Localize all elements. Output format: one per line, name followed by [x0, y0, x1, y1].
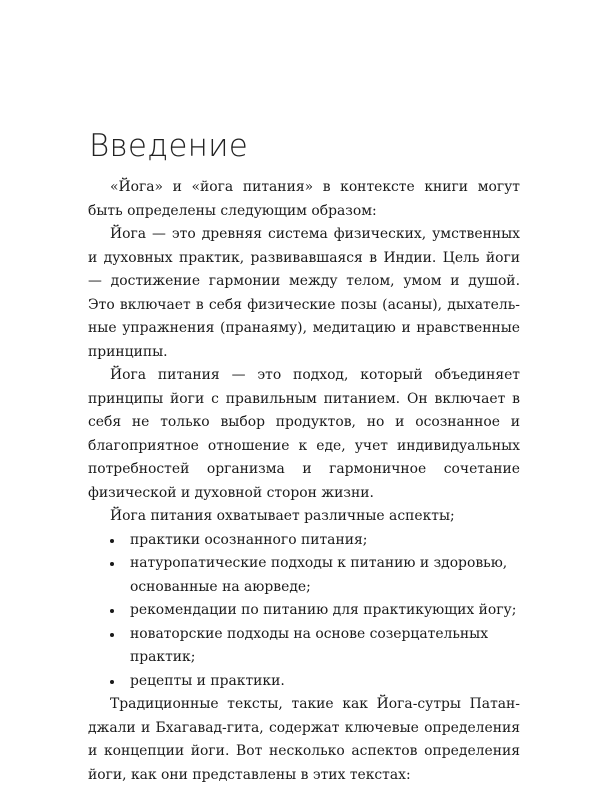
list-item — [88, 552, 520, 599]
list-item-text: рекомендации по питанию для практикующих йогу; — [130, 602, 517, 618]
aspects-lead-paragraph: Йога питания охватывает различные аспекты; — [110, 508, 455, 524]
intro-paragraph: «Йога» и «йога питания» в контексте книги могут быть определены следующим образом: — [88, 179, 520, 219]
list-item-text: практики осознанного питания; — [130, 531, 368, 548]
list-item — [88, 529, 520, 553]
nutrition-yoga-paragraph: Йога питания — это подход, который объединяет принципы йоги с правильным питанием. Он включает в себя не только выбор продуктов, но и осознанное и благоприятное отношение к еде, учет индивидуальных потребностей организма и гармоничное сочетание физической и духовной сторон жизни. — [88, 367, 520, 501]
list-item — [88, 599, 520, 623]
yoga-definition-paragraph: Йога — это древняя система физических, умственных и духовных практик, развивавшаяся в Индии. Цель йоги — достижение гармонии между телом, умом и душой. Это включает в себя физические позы (асаны), дыхательные упражнения (пранаяму), медитацию и нравственные принципы. — [88, 226, 520, 360]
list-item — [88, 623, 520, 670]
list-item — [88, 670, 520, 694]
list-item-text: новаторские подходы на основе созерцательных практик; — [130, 625, 489, 665]
chapter-heading: Введение — [89, 128, 248, 164]
aspects-list — [88, 529, 520, 694]
list-item-text: натуропатические подходы к питанию и здоровью, основанные на аюрведе; — [130, 555, 508, 595]
traditional-texts-paragraph: Традиционные тексты, такие как Йога-сутры Патанджали и Бхагавад-гита, содержат ключевые определения и концепции йоги. Вот несколько аспектов определения йоги, как они представлены в этих текстах: — [88, 696, 520, 783]
body-text — [88, 176, 520, 787]
list-item-text: рецепты и практики. — [130, 672, 285, 689]
